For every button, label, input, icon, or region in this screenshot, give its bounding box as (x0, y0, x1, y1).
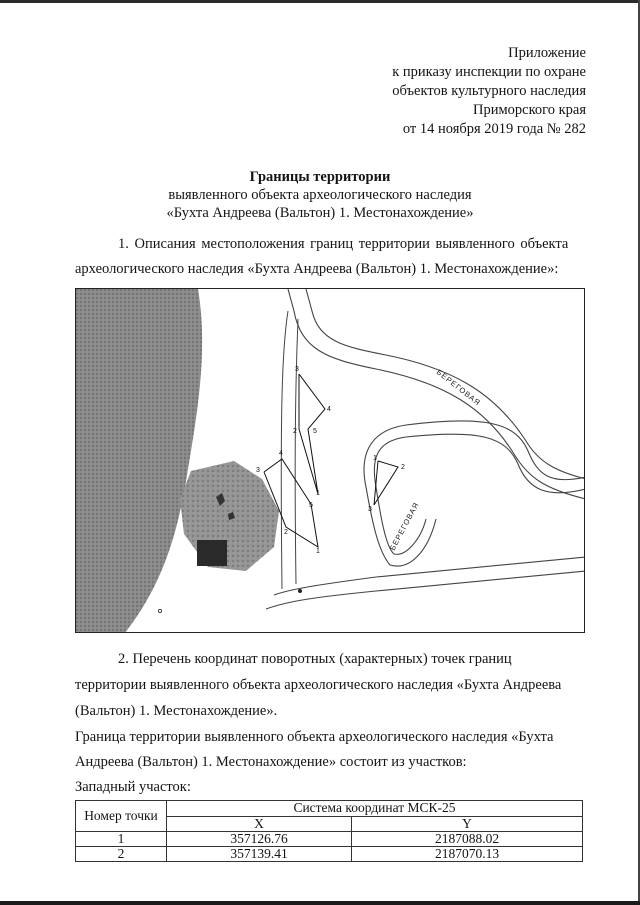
map-marker (298, 589, 302, 593)
section2-line3: (Вальтон) 1. Местонахождение». (75, 703, 278, 719)
point-label: 3 (368, 506, 372, 513)
subsection-title: Западный участок: (75, 779, 191, 795)
map-marker (158, 609, 161, 612)
sea-area (76, 289, 202, 633)
scan-edge-top (0, 0, 640, 3)
table-row (76, 847, 583, 862)
coordinates-table (75, 800, 583, 862)
title-object-name: «Бухта Андреева (Вальтон) 1. Местонахождение» (166, 205, 474, 221)
header-point-number: Номер точки (76, 801, 167, 832)
title-subtitle: выявленного объекта археологического наследия (168, 187, 472, 203)
road-loop-outer (374, 434, 585, 554)
header-x: X (167, 816, 352, 832)
cell-point: 2 (76, 847, 167, 862)
boundary-west (299, 374, 325, 494)
document-title (0, 168, 640, 222)
road-bottom-lower (266, 571, 585, 609)
cell-x: 357139.41 (167, 847, 352, 862)
section1-line2: археологического наследия «Бухта Андреева (Вальтон) 1. Местонахождение»: (75, 261, 559, 277)
street-label-upper: БЕРЕГОВАЯ (434, 367, 483, 408)
section1-line1 (118, 235, 584, 253)
title-main: Границы территории (249, 169, 391, 185)
road-upper-inner (306, 289, 585, 479)
point-label: 4 (279, 450, 283, 457)
cell-point: 1 (76, 832, 167, 847)
point-label: 5 (313, 428, 317, 435)
point-label: 2 (284, 529, 288, 536)
table-header-row (76, 801, 583, 817)
point-label: 4 (327, 406, 331, 413)
appendix-line: объектов культурного наследия (392, 83, 586, 99)
point-label: 3 (295, 366, 299, 373)
scan-edge-bottom (0, 901, 640, 905)
point-label: 1 (316, 490, 320, 497)
point-label: 3 (256, 467, 260, 474)
header-y: Y (352, 816, 583, 832)
appendix-line: Приложение (508, 45, 586, 61)
street-label-lower: БЕРЕГОВАЯ (387, 500, 421, 552)
section2-line2: территории выявленного объекта археологического наследия «Бухта Андреева (75, 677, 562, 693)
road-branch-right (295, 319, 298, 584)
table-row (76, 832, 583, 847)
boundary-east (374, 461, 398, 505)
appendix-block (392, 44, 586, 139)
appendix-line: от 14 ноября 2019 года № 282 (402, 121, 586, 137)
section3-line2: Андреева (Вальтон) 1. Местонахождение» состоит из участков: (75, 754, 467, 770)
cell-y: 2187088.02 (352, 832, 583, 847)
section1-text: 1. Описания местоположения границ территории выявленного объекта (118, 236, 569, 252)
appendix-line: Приморского края (472, 102, 586, 118)
point-label: 2 (401, 464, 405, 471)
map-drawing (76, 289, 585, 633)
section2-text: 2. Перечень координат поворотных (характерных) точек границ (118, 651, 512, 667)
section2-line1 (118, 650, 584, 668)
building-block (197, 540, 227, 566)
road-upper-outer (288, 289, 585, 499)
boundary-map (75, 288, 585, 633)
point-label: 5 (309, 502, 313, 509)
section3-line1: Граница территории выявленного объекта археологического наследия «Бухта (75, 729, 554, 745)
point-label: 2 (293, 428, 297, 435)
cell-x: 357126.76 (167, 832, 352, 847)
cell-y: 2187070.13 (352, 847, 583, 862)
point-label: 1 (316, 548, 320, 555)
appendix-line: к приказу инспекции по охране (392, 64, 586, 80)
header-coordinate-system: Система координат МСК-25 (167, 801, 583, 817)
point-label: 1 (373, 455, 377, 462)
